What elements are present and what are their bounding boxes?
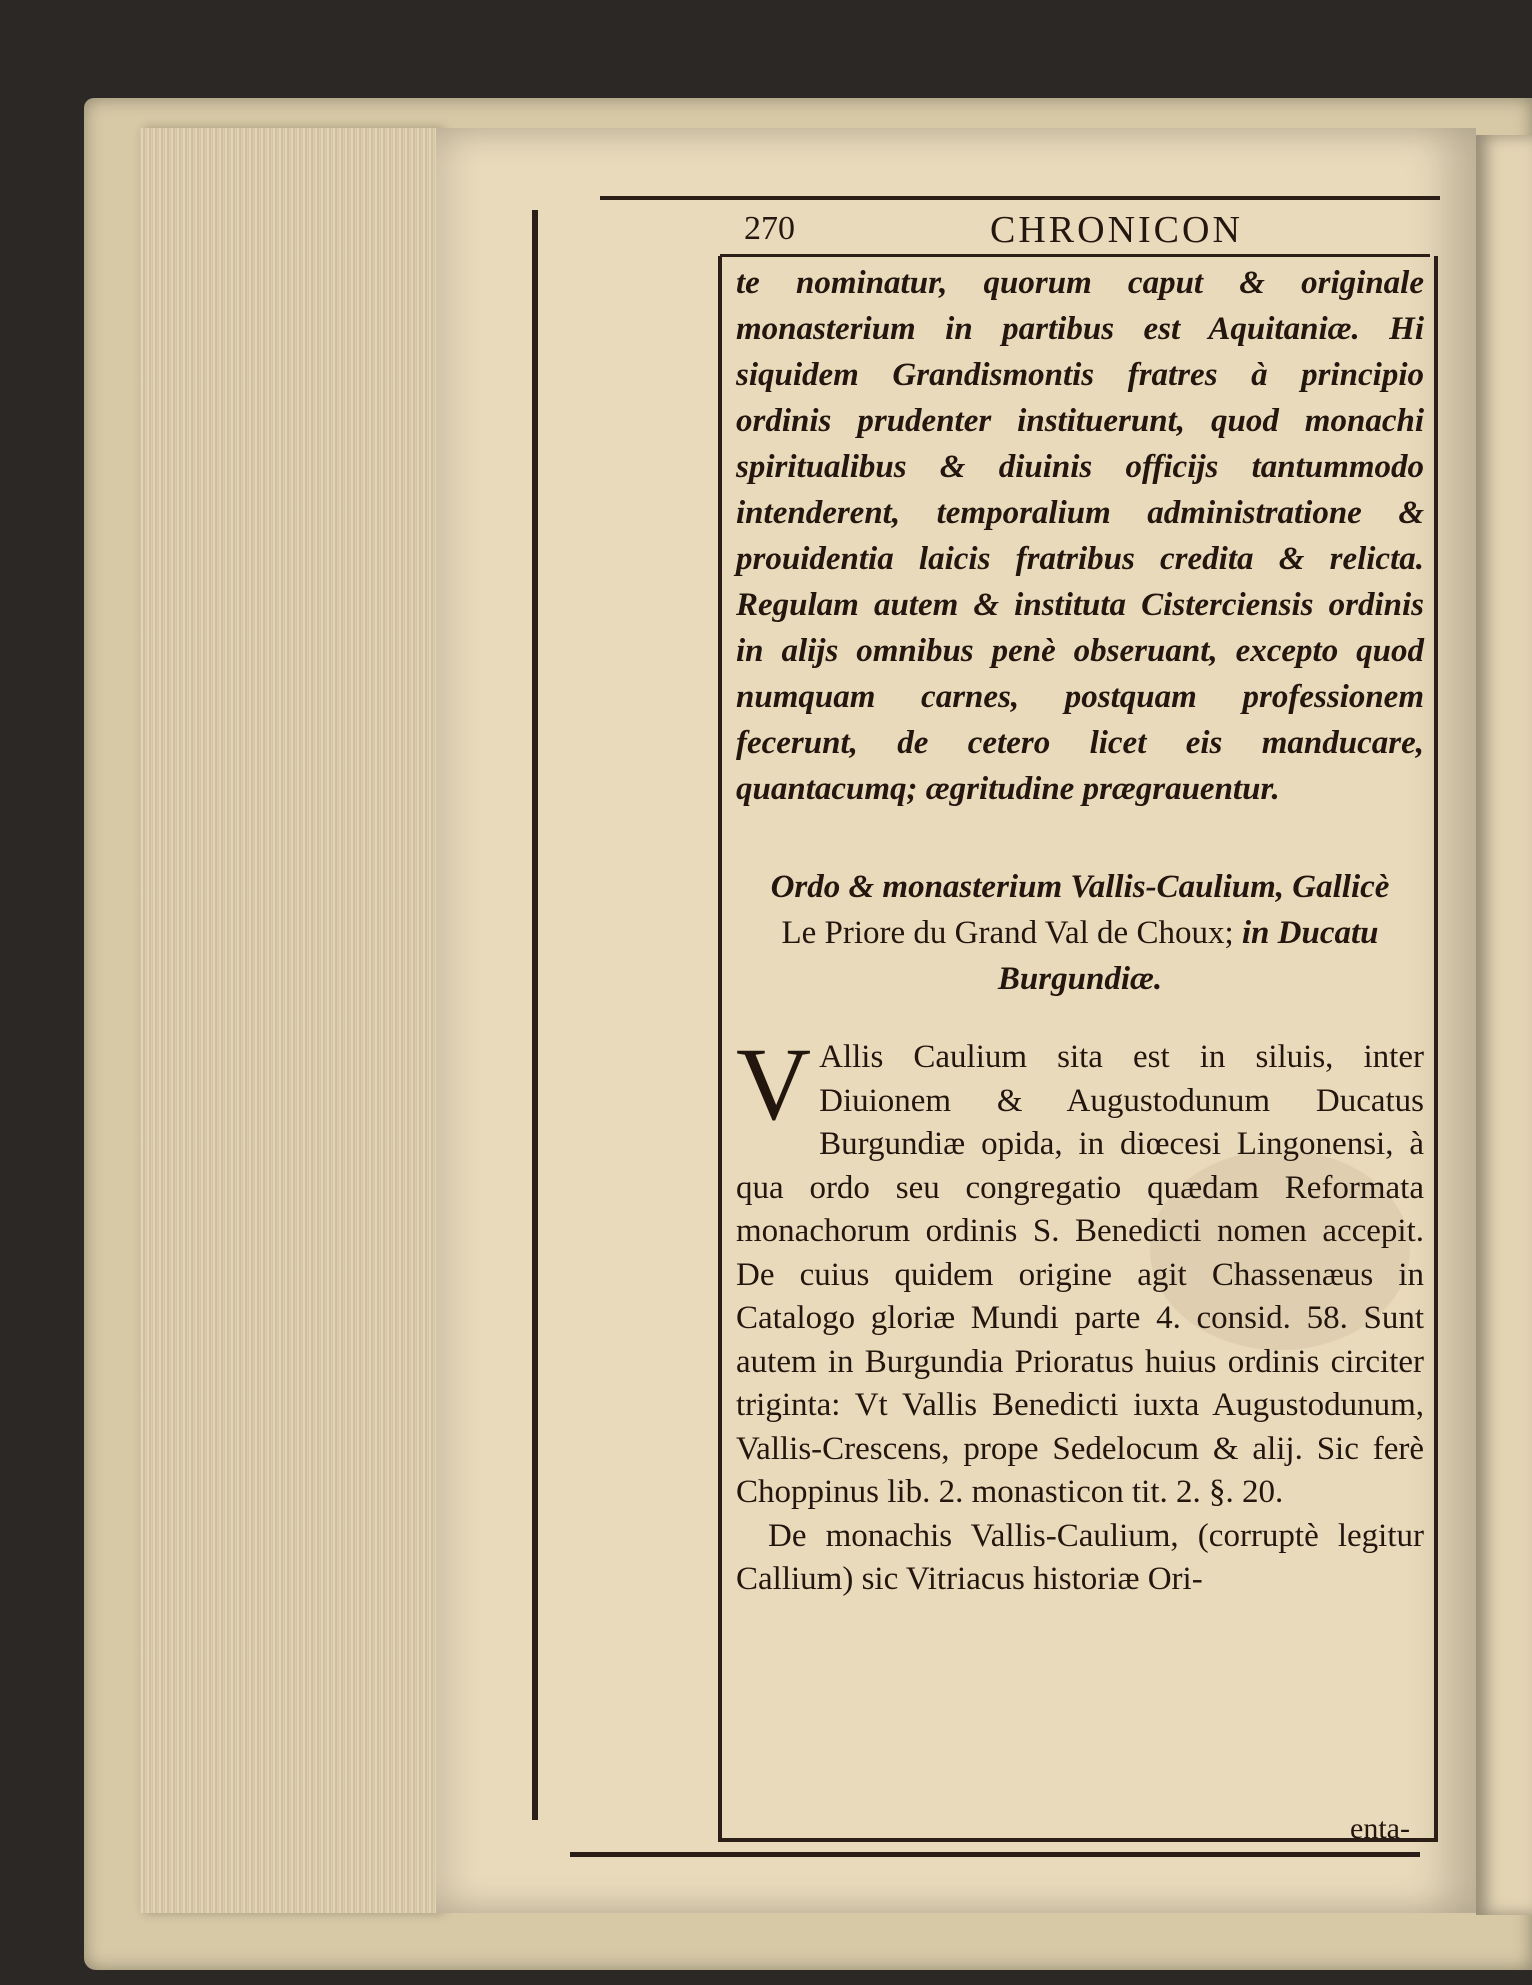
text-block	[736, 260, 1424, 1602]
heading-ducatu: in Ducatu Burgundiæ.	[997, 915, 1379, 997]
heading-french: Le Priore du Grand Val de Choux;	[781, 915, 1234, 951]
header-rule-top	[600, 196, 1440, 200]
margin-rule-left	[532, 210, 538, 1820]
heading-gallice: Gallicè	[1292, 869, 1390, 905]
paragraph-grandmont: te nominatur, quorum caput & originale monasterium in partibus est Aquitaniæ. Hi siquidem Grandismontis fratres à principio ordinis prudenter instituerunt, quod monachi spiritualibus & diuinis officijs tantummodo intenderent, temporalium administratione & prouidentia laicis fratribus credita & relicta. Regulam autem & instituta Cisterciensis ordinis in alijs omnibus penè obseruant, excepto quod numquam carnes, postquam professionem fecerunt, de cetero licet eis manducare, quantacumq; ægritudine prægrauentur.	[736, 265, 1424, 807]
drop-cap: V	[736, 1027, 812, 1142]
page-edges	[140, 128, 440, 1913]
paragraph-de-monachis: De monachis Vallis-Caulium, (corruptè legitur Callium) sic Vitriacus historiæ Ori-	[736, 1517, 1424, 1597]
running-head: CHRONICON	[990, 209, 1243, 251]
page-number: 270	[744, 210, 795, 247]
heading-latin: Ordo & monasterium Vallis-Caulium,	[770, 869, 1285, 905]
catchword: enta-	[1350, 1812, 1410, 1845]
section-heading	[736, 864, 1424, 1002]
facing-page-edge	[1476, 135, 1532, 1915]
paragraph-vallis-caulium	[736, 1027, 1424, 1515]
bottom-rule	[570, 1852, 1420, 1857]
paragraph-vallis-caulium-text: Allis Caulium sita est in siluis, inter Diuionem & Augustodunum Ducatus Burgundiæ opida, in diœcesi Lingonensi, à qua ordo seu congregatio quædam Reformata monachorum ordinis S. Benedicti nomen accepit. De cuius quidem origine agit Chassenæus in Catalogo gloriæ Mundi parte 4. consid. 58. Sunt autem in Burgundia Prioratus huius ordinis circiter triginta: Vt Vallis Benedicti iuxta Augustodunum, Vallis-Crescens, prope Sedelocum & alij. Sic ferè Choppinus lib. 2. monasticon tit. 2. §. 20.	[736, 1039, 1424, 1510]
